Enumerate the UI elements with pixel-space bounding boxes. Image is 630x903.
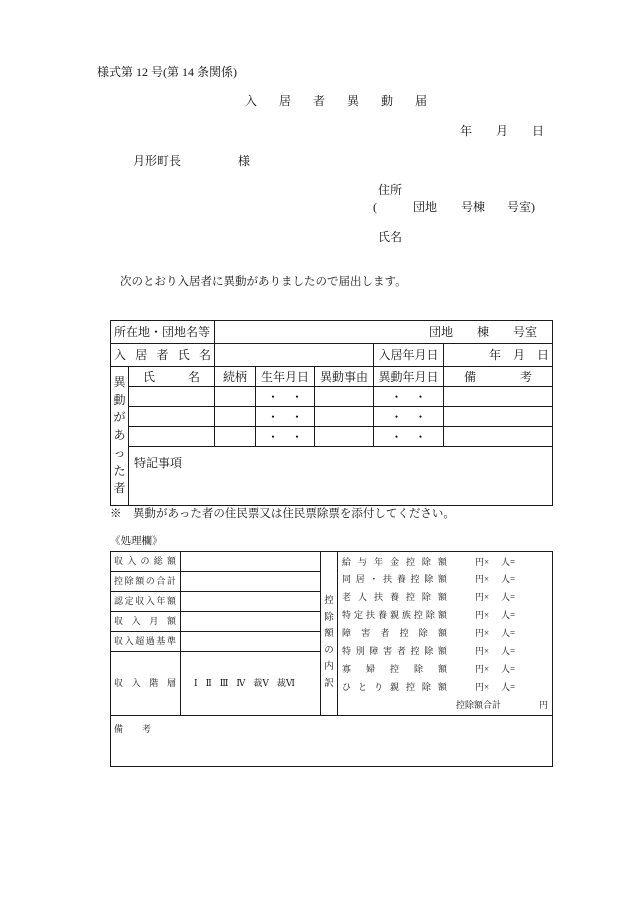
label-character: 過 <box>145 636 155 646</box>
form-number: 様式第 12 号(第 14 条関係) <box>97 65 237 79</box>
person-name-field <box>129 387 215 407</box>
label-character: ・ <box>369 574 379 585</box>
label-character: 親 <box>389 681 399 692</box>
monthly-income-field <box>181 612 321 632</box>
label-character: 控 <box>410 574 420 585</box>
label-character: 考 <box>520 369 533 384</box>
label-character: 入 <box>131 616 141 626</box>
changed-persons-label-cell <box>111 367 129 506</box>
processing-remarks-label <box>114 725 151 734</box>
label-character: 収 <box>114 616 124 626</box>
label-character: 基 <box>156 636 166 646</box>
deduction-label <box>342 611 447 620</box>
deduction-count: 人= <box>501 556 516 567</box>
deduction-breakdown-label <box>321 593 337 693</box>
birth-date-field: ・ ・ <box>256 427 315 447</box>
location-value: 団地 棟 号室 <box>429 325 538 339</box>
label-character: 除 <box>425 610 435 621</box>
deduction-rate: 円× <box>475 592 490 603</box>
label-character: 除 <box>413 663 423 674</box>
person-name-field <box>129 407 215 427</box>
deduction-count: 人= <box>501 592 516 603</box>
address-open-paren: ( <box>373 200 377 214</box>
deduction-total-line <box>338 696 552 714</box>
change-date-field: ・ ・ <box>374 427 444 447</box>
label-character: 合 <box>156 576 166 586</box>
change-row <box>111 427 553 447</box>
label-character: 害 <box>361 628 371 639</box>
column-header-change-date: 異動年月日 <box>374 367 444 387</box>
label-character: 入 <box>127 556 137 566</box>
special-notes-row <box>111 447 553 506</box>
resident-name-label <box>114 349 211 361</box>
deduction-count: 人= <box>501 610 516 621</box>
label-character: 額 <box>437 610 447 621</box>
deduction-sum-label <box>114 577 176 586</box>
column-header-name <box>143 371 200 383</box>
label-character: 準 <box>166 636 176 646</box>
label-character: 層 <box>166 678 176 688</box>
label-character: り <box>373 681 383 692</box>
label-character: 障 <box>369 645 379 656</box>
label-character: 控 <box>399 628 409 639</box>
deduction-rate: 円× <box>475 645 490 656</box>
addressee-suffix: 様 <box>238 154 251 168</box>
label-character: 考 <box>141 724 151 734</box>
location-label: 所在地・団地名等 <box>114 325 211 339</box>
location-label-cell <box>111 321 215 344</box>
label-character: 額 <box>324 629 334 640</box>
resident-name-label-cell <box>111 344 215 367</box>
monthly-income-label <box>114 617 176 626</box>
address-building: 号棟 <box>461 200 486 214</box>
label-character: 除 <box>324 612 334 623</box>
remarks-field <box>444 387 553 407</box>
label-character: 給 <box>342 556 352 567</box>
label-character: の <box>140 556 150 566</box>
label-character: 者 <box>113 481 126 496</box>
label-character: 備 <box>464 369 477 384</box>
bracket-level: 裁Ⅵ <box>276 678 295 688</box>
label-character: 養 <box>396 574 406 585</box>
certified-annual-income-label <box>114 597 176 606</box>
income-bracket-levels-cell <box>181 652 321 716</box>
address-detail <box>0 201 630 215</box>
label-character: 除 <box>424 574 434 585</box>
certified-annual-income-field <box>181 592 321 612</box>
label-character: 額 <box>437 628 447 639</box>
label-character: 年 <box>156 596 166 606</box>
address-room: 号室 <box>507 200 532 214</box>
label-character: 者 <box>156 348 169 362</box>
bracket-level: Ⅰ <box>194 678 198 688</box>
label-character: 定 <box>124 596 134 606</box>
label-character: 総 <box>153 556 163 566</box>
deduction-label <box>342 665 447 674</box>
label-character: 害 <box>383 645 393 656</box>
deduction-line <box>338 678 552 696</box>
label-character: 額 <box>437 556 447 567</box>
label-character: 同 <box>342 574 352 585</box>
label-character: 居 <box>135 348 148 362</box>
label-character: 控 <box>405 592 415 603</box>
total-income-field <box>181 552 321 572</box>
income-label-cell <box>111 592 181 612</box>
change-reason-field <box>315 407 374 427</box>
deduction-rate: 円× <box>475 628 490 639</box>
birth-date-field: ・ ・ <box>256 387 315 407</box>
label-character: 扶 <box>373 592 383 603</box>
deduction-rate: 円× <box>475 663 490 674</box>
label-character: 認 <box>114 596 124 606</box>
label-character: 除 <box>421 556 431 567</box>
change-date-field: ・ ・ <box>374 407 444 427</box>
label-character: 入 <box>114 348 127 362</box>
deduction-count: 人= <box>501 574 516 585</box>
column-header-relationship: 続柄 <box>215 367 256 387</box>
label-character: 扶 <box>383 574 393 585</box>
statement-text: 次のとおり入居者に異動がありましたので届出します。 <box>120 276 407 288</box>
income-label-cell <box>111 572 181 592</box>
label-character: 額 <box>437 645 447 656</box>
label-character: 者 <box>380 628 390 639</box>
deduction-label <box>342 575 447 584</box>
label-character: 除 <box>418 628 428 639</box>
label-character: 名 <box>188 369 201 384</box>
label-character: 親 <box>389 610 399 621</box>
label-character: 養 <box>377 610 387 621</box>
income-row <box>111 552 553 572</box>
location-row <box>111 321 553 344</box>
label-character: 収 <box>114 636 124 646</box>
label-character: ひ <box>342 681 352 692</box>
label-character: 特 <box>342 610 352 621</box>
deduction-label <box>342 647 447 656</box>
deduction-count: 人= <box>501 645 516 656</box>
deduction-label <box>342 683 447 692</box>
bracket-level: 裁Ⅴ <box>253 678 269 688</box>
column-header-reason: 異動事由 <box>315 367 374 387</box>
label-character: 扶 <box>365 610 375 621</box>
income-excess-standard-label <box>114 637 176 646</box>
label-character: 除 <box>421 592 431 603</box>
special-notes-cell <box>129 447 553 506</box>
label-character: 人 <box>357 592 367 603</box>
resident-name-field <box>215 344 374 367</box>
deduction-rate: 円× <box>475 681 490 692</box>
label-character: 定 <box>353 610 363 621</box>
deduction-label <box>342 593 447 602</box>
label-character: 障 <box>342 628 352 639</box>
relationship-field <box>215 387 256 407</box>
label-character: 老 <box>342 592 352 603</box>
change-reason-field <box>315 387 374 407</box>
label-character: 額 <box>437 663 447 674</box>
deduction-rate: 円× <box>475 574 490 585</box>
deduction-label <box>342 558 447 567</box>
label-character: 額 <box>166 616 176 626</box>
label-character: 動 <box>113 392 126 407</box>
column-header-name-cell <box>129 367 215 387</box>
deduction-line <box>338 607 552 625</box>
income-bracket-levels <box>181 679 320 688</box>
changed-persons-label <box>111 374 128 498</box>
move-in-date-field: 年 月 日 <box>444 344 553 367</box>
label-character: 控 <box>405 681 415 692</box>
label-character: 控 <box>324 596 334 606</box>
remarks-field <box>444 407 553 427</box>
relationship-field <box>215 427 256 447</box>
birth-date-field: ・ ・ <box>256 407 315 427</box>
label-character: 収 <box>114 556 124 566</box>
label-character: の <box>324 645 334 656</box>
income-bracket-label <box>114 679 176 688</box>
label-character: 除 <box>421 681 431 692</box>
addressee: 月形町長 <box>133 154 182 168</box>
label-character: 金 <box>389 556 399 567</box>
column-header-remarks-cell <box>444 367 553 387</box>
label-character: 者 <box>396 645 406 656</box>
label-character: 内 <box>324 662 334 673</box>
label-character: 額 <box>166 556 176 566</box>
deduction-total-unit: 円 <box>539 699 549 710</box>
deduction-line <box>338 589 552 607</box>
label-character: っ <box>113 445 126 460</box>
processing-table <box>110 551 553 767</box>
bracket-level: Ⅳ <box>236 678 246 688</box>
income-excess-standard-field <box>181 632 321 652</box>
deduction-line <box>338 642 552 660</box>
person-name-field <box>129 427 215 447</box>
label-character: 名 <box>199 348 212 362</box>
income-label-cell <box>111 552 181 572</box>
location-value-cell <box>215 321 553 344</box>
deduction-breakdown-label-cell <box>321 552 338 716</box>
change-row <box>111 387 553 407</box>
deduction-line <box>338 571 552 589</box>
remarks-field <box>444 427 553 447</box>
deduction-line <box>338 553 552 571</box>
label-character: 控 <box>413 610 423 621</box>
label-character: 婦 <box>365 663 375 674</box>
bracket-level: Ⅱ <box>205 678 212 688</box>
address-label: 住所 <box>378 183 403 197</box>
label-character: 額 <box>437 574 447 585</box>
special-notes-label: 特記事項 <box>134 456 183 470</box>
label-character: 年 <box>373 556 383 567</box>
deduction-count: 人= <box>501 681 516 692</box>
label-character: 除 <box>124 576 134 586</box>
label-character: 額 <box>166 596 176 606</box>
attachment-note: ※ 異動があった者の住民票又は住民票除票を添付してください。 <box>110 508 455 520</box>
change-header-row <box>111 367 553 387</box>
label-character: 養 <box>389 592 399 603</box>
label-character: あ <box>113 428 126 443</box>
deduction-count: 人= <box>501 663 516 674</box>
label-character: 額 <box>437 592 447 603</box>
processing-section-label: 《処理欄》 <box>110 536 163 547</box>
label-character: 除 <box>424 645 434 656</box>
label-character: 入 <box>124 636 134 646</box>
label-character: 額 <box>437 681 447 692</box>
label-character: の <box>145 576 155 586</box>
label-character: 入 <box>145 596 155 606</box>
label-character: 額 <box>135 576 145 586</box>
label-character: た <box>113 463 126 478</box>
label-character: 超 <box>135 636 145 646</box>
submission-date: 年 月 日 <box>460 124 545 138</box>
label-character: 族 <box>401 610 411 621</box>
processing-remarks-row <box>111 716 553 767</box>
label-character: 控 <box>405 556 415 567</box>
resident-name-row <box>111 344 553 367</box>
bracket-level: Ⅲ <box>219 678 229 688</box>
label-character: 訳 <box>324 678 334 689</box>
label-character: 別 <box>355 645 365 656</box>
label-character: 月 <box>149 616 159 626</box>
deduction-sum-field <box>181 572 321 592</box>
label-character: 収 <box>135 596 145 606</box>
label-character: 氏 <box>177 348 190 362</box>
relationship-field <box>215 407 256 427</box>
processing-remarks-cell <box>111 716 553 767</box>
income-label-cell <box>111 612 181 632</box>
change-date-field: ・ ・ <box>374 387 444 407</box>
deduction-rate: 円× <box>475 556 490 567</box>
label-character: が <box>113 410 126 425</box>
change-reason-field <box>315 427 374 447</box>
resident-change-table <box>110 320 553 506</box>
deduction-breakdown-cell <box>338 552 553 716</box>
total-income-label <box>114 557 176 566</box>
label-character: 備 <box>114 724 124 734</box>
column-header-birth-date: 生年月日 <box>256 367 315 387</box>
move-in-date-label: 入居年月日 <box>374 344 444 367</box>
label-character: 居 <box>355 574 365 585</box>
label-character: 階 <box>149 678 159 688</box>
form-title: 入 居 者 異 動 届 <box>245 94 433 108</box>
label-character: 収 <box>114 678 124 688</box>
label-character: 入 <box>131 678 141 688</box>
label-character: 計 <box>166 576 176 586</box>
label-character: 控 <box>389 663 399 674</box>
address-estate: 団地 <box>413 200 438 214</box>
label-character: 控 <box>114 576 124 586</box>
change-row <box>111 407 553 427</box>
label-character: 異 <box>113 375 126 390</box>
address-close-paren: ) <box>531 200 535 214</box>
deduction-line <box>338 660 552 678</box>
label-character: と <box>357 681 367 692</box>
income-label-cell <box>111 632 181 652</box>
deduction-total-label: 控除額合計 <box>456 699 502 710</box>
label-character: 寡 <box>342 663 352 674</box>
income-bracket-label-cell <box>111 652 181 716</box>
deduction-label <box>342 629 447 638</box>
label-character: 控 <box>410 645 420 656</box>
deduction-count: 人= <box>501 628 516 639</box>
deduction-rate: 円× <box>475 610 490 621</box>
column-header-remarks <box>464 371 532 383</box>
deduction-line <box>338 625 552 643</box>
label-character: 与 <box>357 556 367 567</box>
applicant-name-label: 氏名 <box>378 230 403 244</box>
label-character: 特 <box>342 645 352 656</box>
label-character: 氏 <box>143 369 156 384</box>
